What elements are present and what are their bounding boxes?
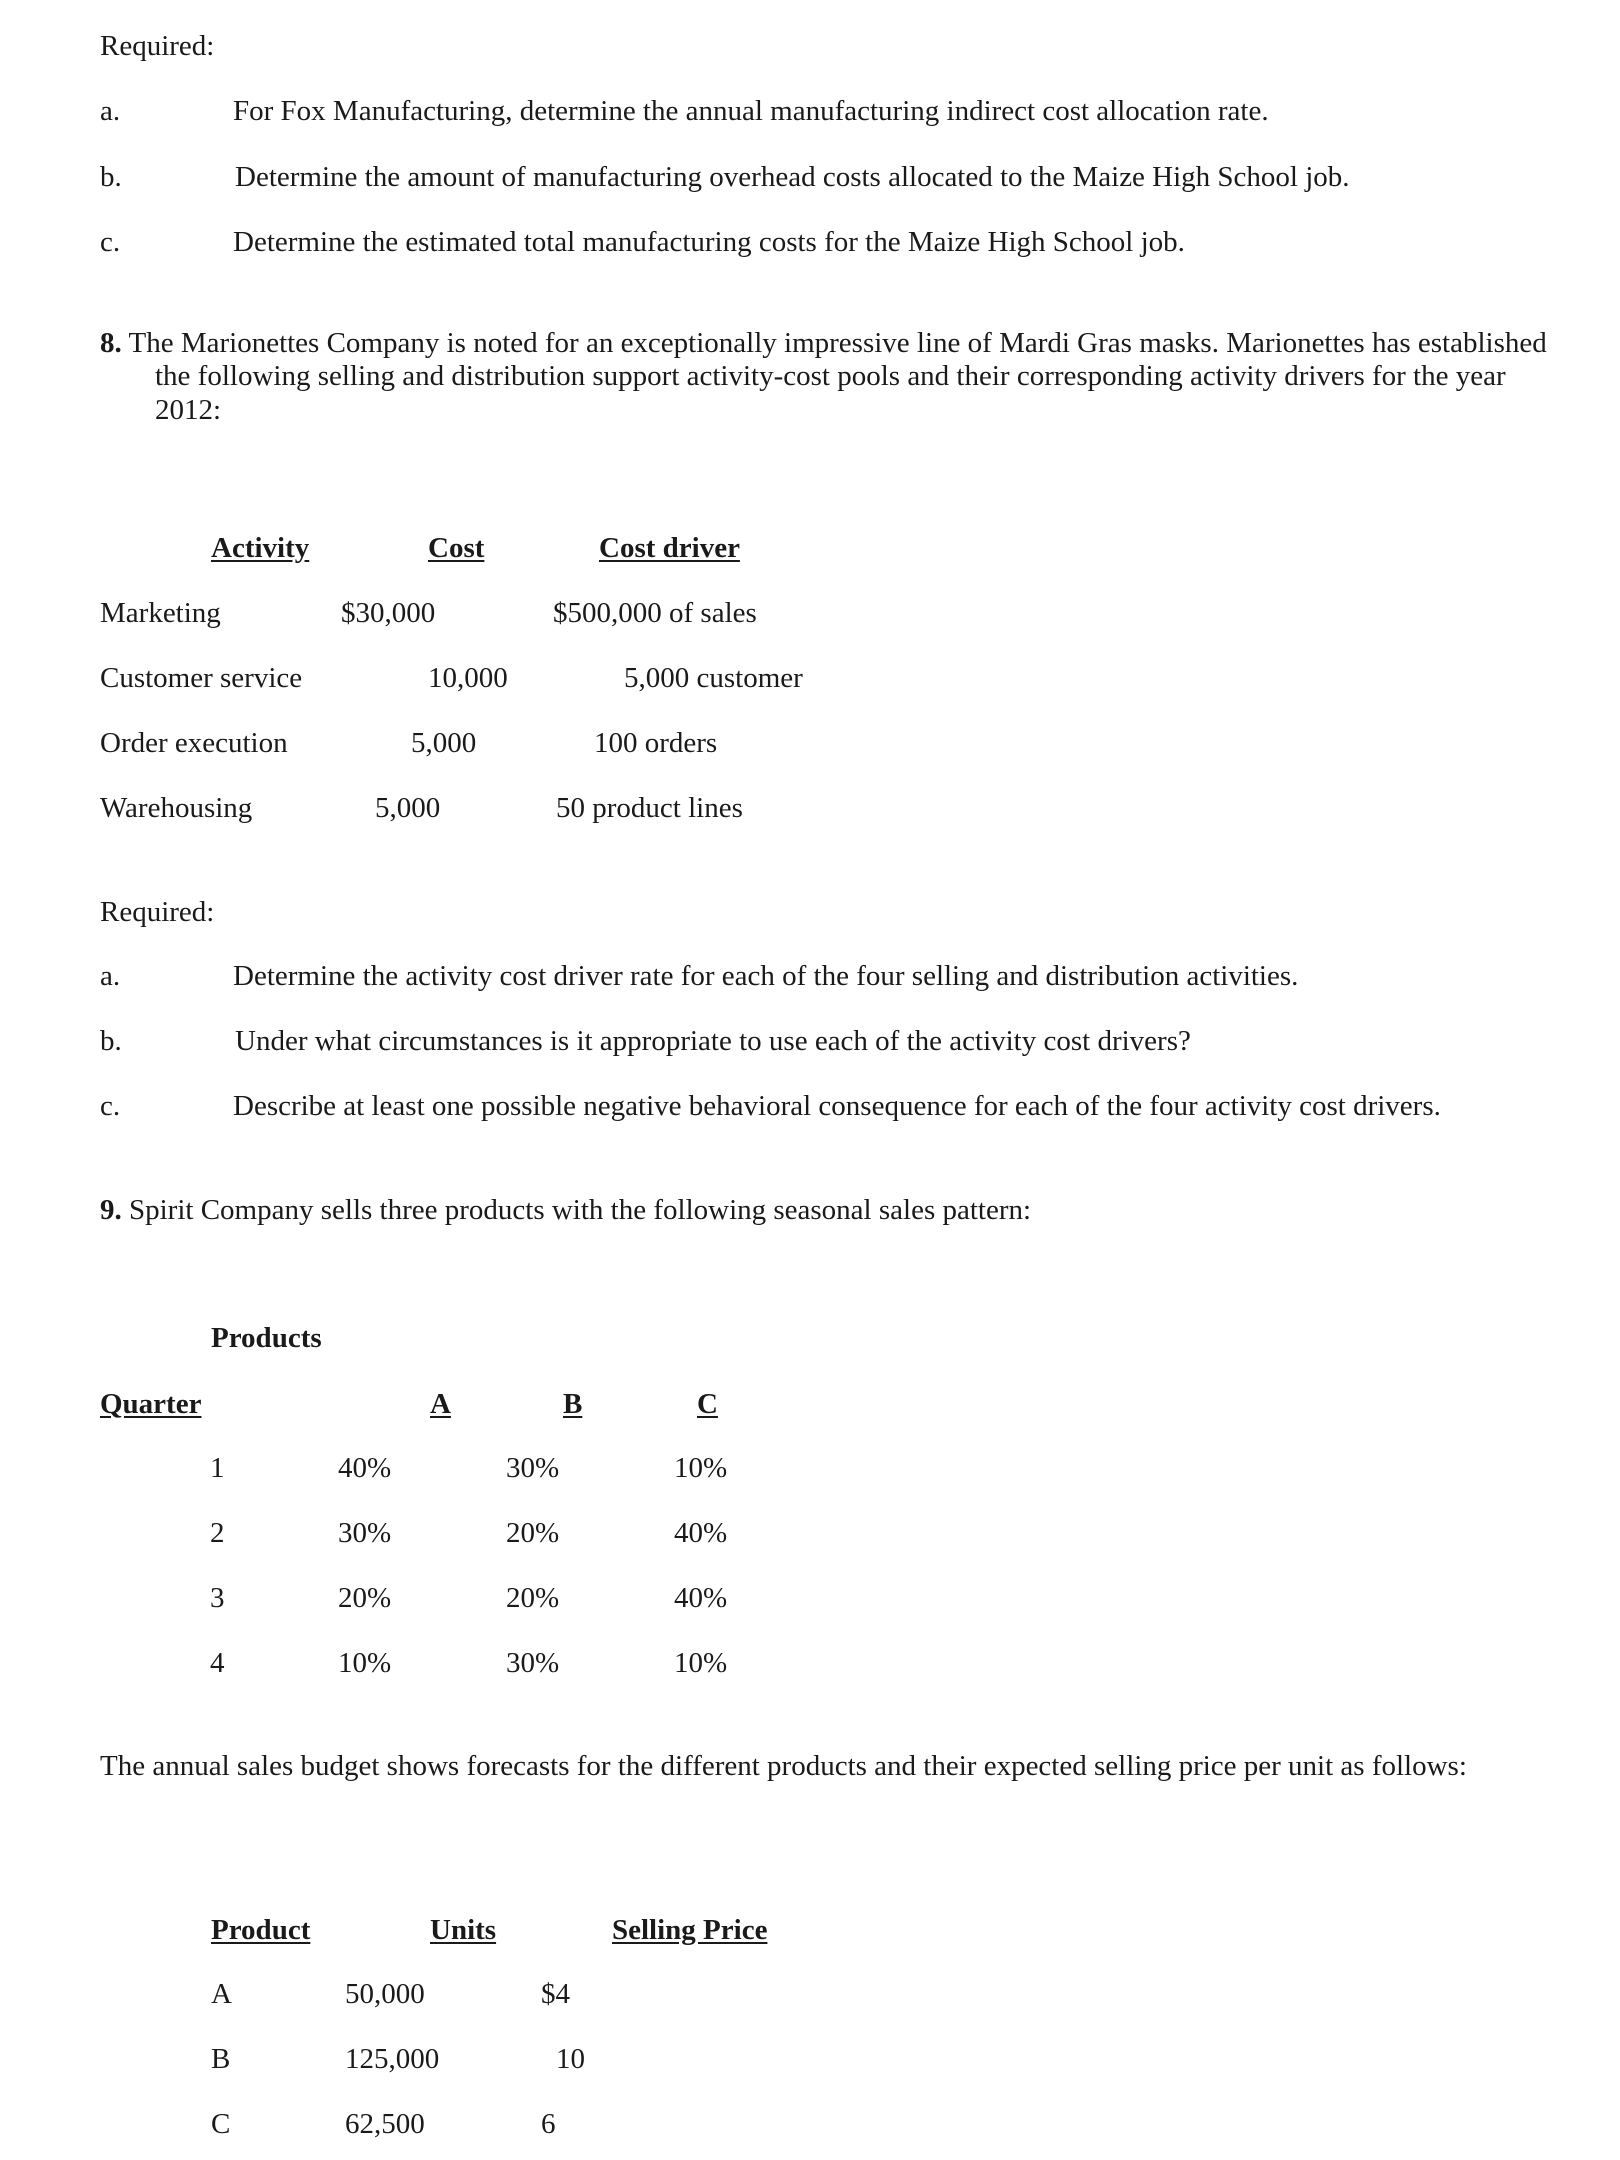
pct-c-cell: 40% [674,1517,728,1549]
problem-8-number: 8. [100,327,122,359]
problem-9-number: 9. [100,1194,122,1226]
pct-b-cell: 30% [506,1647,560,1679]
cost-cell: $30,000 [341,597,436,629]
quarter-cell: 2 [210,1517,225,1549]
pct-c-cell: 10% [674,1647,728,1679]
required-heading-8: Required: [100,896,215,928]
driver-cell: 5,000 customer [624,662,803,694]
header-cost: Cost [428,532,485,564]
problem-8-intro [100,327,1575,427]
cost-cell: 5,000 [375,792,441,824]
pct-a-cell: 20% [338,1582,392,1614]
units-cell: 50,000 [345,1978,425,2010]
problem-9-intro [100,1194,1031,1227]
cost-cell: 10,000 [428,662,508,694]
item-text-8b: Under what circumstances is it appropriate to use each of the activity cost drivers? [235,1025,1191,1057]
products-label: Products [211,1322,322,1354]
header-activity: Activity [211,532,310,564]
quarter-cell: 3 [210,1582,225,1614]
problem-9-text: Spirit Company sells three products with the following seasonal sales pattern: [129,1194,1032,1226]
price-cell: $4 [541,1978,570,2010]
quarter-label: Quarter [100,1388,202,1420]
item-text-7b: Determine the amount of manufacturing overhead costs allocated to the Maize High School job. [235,161,1350,193]
units-cell: 125,000 [345,2043,440,2075]
problem-8-text: The Marionettes Company is noted for an exceptionally impressive line of Mardi Gras masks. Marionettes has established the following selling and distribution support activity-cost pools and their corresponding activity drivers for the year 2012: [128,327,1547,426]
product-cell: A [211,1978,232,2010]
item-text-8a: Determine the activity cost driver rate for each of the four selling and distribution activities. [233,960,1299,992]
pct-a-cell: 30% [338,1517,392,1549]
pct-c-cell: 10% [674,1452,728,1484]
pct-a-cell: 10% [338,1647,392,1679]
item-text-7c: Determine the estimated total manufacturing costs for the Maize High School job. [233,226,1185,258]
activity-cell: Order execution [100,727,288,759]
driver-cell: 100 orders [594,727,718,759]
column-c-header: C [697,1388,718,1420]
header-units: Units [430,1914,497,1946]
pct-b-cell: 20% [506,1517,560,1549]
cost-cell: 5,000 [411,727,477,759]
driver-cell: 50 product lines [556,792,743,824]
item-letter-7b: b. [100,161,122,193]
item-letter-7c: c. [100,226,121,258]
item-letter-8a: a. [100,960,121,992]
quarter-cell: 1 [210,1452,225,1484]
item-letter-8b: b. [100,1025,122,1057]
column-b-header: B [563,1388,583,1420]
activity-cell: Warehousing [100,792,253,824]
driver-cell: $500,000 of sales [553,597,757,629]
activity-cell: Marketing [100,597,221,629]
budget-paragraph: The annual sales budget shows forecasts for the different products and their expected selling price per unit as follows: [100,1750,1467,1782]
header-cost-driver: Cost driver [599,532,740,564]
item-letter-8c: c. [100,1090,121,1122]
item-text-8c: Describe at least one possible negative behavioral consequence for each of the four activity cost drivers. [233,1090,1441,1122]
product-cell: C [211,2108,231,2140]
item-letter-7a: a. [100,95,121,127]
item-text-7a: For Fox Manufacturing, determine the annual manufacturing indirect cost allocation rate. [233,95,1269,127]
quarter-cell: 4 [210,1647,225,1679]
units-cell: 62,500 [345,2108,425,2140]
required-heading-7: Required: [100,30,215,62]
activity-cell: Customer service [100,662,303,694]
pct-c-cell: 40% [674,1582,728,1614]
column-a-header: A [430,1388,451,1420]
header-product: Product [211,1914,311,1946]
pct-b-cell: 30% [506,1452,560,1484]
pct-a-cell: 40% [338,1452,392,1484]
price-cell: 6 [541,2108,556,2140]
price-cell: 10 [556,2043,585,2075]
pct-b-cell: 20% [506,1582,560,1614]
header-selling-price: Selling Price [612,1914,768,1946]
product-cell: B [211,2043,231,2075]
